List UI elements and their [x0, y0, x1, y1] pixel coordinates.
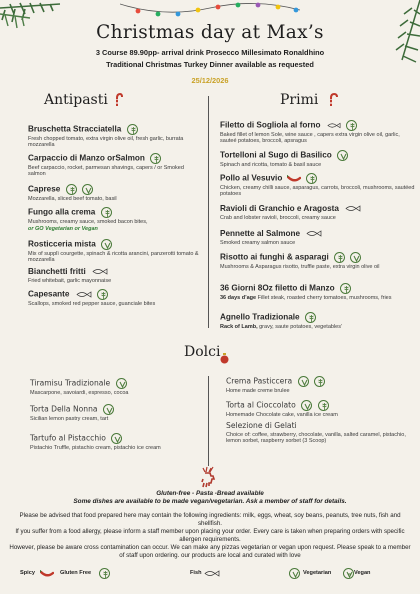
dolci-item — [30, 433, 205, 451]
dish-description: Scallops, smoked red pepper sauce, guanciale bites — [28, 300, 156, 307]
dolci-item — [30, 378, 205, 396]
legend-gluten-free-label: Gluten Free — [60, 570, 92, 576]
dish-description: Spinach and ricotta, tomato & basil sauce — [220, 161, 322, 168]
dish-description: Beef carpaccio, rocket, parmesan shavings, capers / or Smoked salmon — [28, 164, 184, 178]
fish-icon — [327, 122, 341, 129]
turkey-line: Traditional Christmas Turkey Dinner available as requested — [106, 60, 314, 69]
fish-icon — [345, 205, 361, 212]
gluten-free-note: Gluten-free - Pasta -Bread available — [156, 490, 264, 497]
vegetarian-icon — [82, 184, 93, 195]
dish-description: Fresh chopped tomato, extra virgin olive oil, fresh garlic, burrata mozzarella — [28, 135, 184, 149]
vegan-note: Some dishes are available to be made vegan/vegetarian. Ask a member of staff for details. — [73, 498, 347, 505]
reindeer-icon — [199, 466, 217, 488]
dish-name: Fungo alla crema — [28, 207, 96, 217]
dish-name: Risotto ai funghi & asparagi — [220, 252, 329, 262]
legend-fish-label: Fish — [190, 570, 202, 576]
dish-description: Mozzarella, sliced beef tomato, basil — [28, 195, 117, 202]
gluten-free-icon — [127, 124, 138, 135]
vegetarian-icon — [337, 150, 348, 161]
vegetarian-icon — [116, 378, 127, 389]
dish-description: gravy, saute potatoes, vegetables’ — [257, 323, 343, 330]
dish-name: 36 Giorni 8Oz filetto di Manzo — [220, 283, 335, 293]
dish-description: Homemade Chocolate cake, vanilla ice cream — [226, 411, 338, 418]
dish-name: Pollo al Vesuvio — [220, 173, 283, 183]
dish-name: Tiramisu Tradizionale — [30, 378, 111, 388]
dolci-item — [226, 421, 406, 445]
gluten-free-icon — [318, 400, 329, 411]
gluten-free-icon — [314, 376, 325, 387]
antipasti-item — [28, 289, 203, 307]
dish-description: Home made creme brulee — [226, 387, 290, 394]
cross-contamination-notice: However, please be aware cross contamination can occur. We can make any pizzas vegetarian or vegan upon request. Please speak to a member of staff upon ordering. our products are local and curated with love — [9, 544, 411, 559]
offer-line: 3 Course 89.90pp- arrival drink Prosecco Millesimato Ronaldhino — [95, 48, 325, 57]
dish-name: Torta Della Nonna — [30, 404, 98, 414]
dish-description: Mix of supplì courgette, spinach & ricotta arancini, panzerotti tomato & mozzarella — [28, 250, 199, 264]
gluten-free-icon — [334, 252, 345, 263]
dish-name: Crema Pasticcera — [226, 376, 293, 386]
column-divider — [208, 376, 209, 466]
icon-legend — [0, 567, 420, 581]
dish-name: Agnello Tradizionale — [220, 312, 300, 322]
dish-description: Crab and lobster ravioli, broccoli, creamy sauce — [220, 214, 336, 221]
dish-description: Baked fillet of lemon Sole, wine sauce , capers extra virgin olive oil, garlic, sauteé potatoes, broccoli, apsragus — [220, 131, 400, 145]
primi-item — [220, 173, 415, 198]
primi-item — [220, 252, 415, 270]
vegan-icon — [343, 568, 354, 579]
allergen-notice: Please be advised that food prepared here may contain the following ingredients: milk, eggs, wheat, soy beans, peanuts, tree nuts, fish and shellfish. — [19, 512, 401, 527]
vegan-note: or GO Vegetarian or Vegan — [28, 225, 98, 232]
gluten-free-icon — [306, 173, 317, 184]
dish-name: Tartufo al Pistacchio — [30, 433, 106, 443]
fish-icon — [76, 291, 92, 298]
gluten-free-icon — [101, 207, 112, 218]
dish-description: Pistachio Truffle, pistachio cream, pistachio ice cream — [30, 444, 161, 451]
antipasti-item — [28, 207, 203, 232]
dish-description: Mushrooms & Asparagus risotto, truffle paste, extra virgin olive oil — [220, 263, 380, 270]
antipasti-item — [28, 267, 203, 284]
primi-item — [220, 204, 415, 221]
vegetarian-icon — [298, 376, 309, 387]
allergy-instructions: If you suffer from a food allergy, please inform a staff member upon placing your order. Every care is taken when preparing orders with specific allergen requirements. — [15, 528, 405, 543]
fish-icon — [306, 230, 322, 237]
vegetarian-icon — [111, 433, 122, 444]
legend-spicy-label: Spicy — [20, 570, 35, 576]
dish-description: Choice of: coffee, strawberry, chocolate, vanilla, salted caramel, pistachio, lemon sorbet, raspberry sorbet (3 Scoop) — [226, 431, 406, 445]
vegetarian-icon — [350, 252, 361, 263]
dish-description: Mushrooms, creamy sauce, smoked bacon bites, — [28, 218, 148, 225]
chilli-icon — [287, 175, 301, 182]
antipasti-item — [28, 124, 203, 149]
column-divider — [208, 96, 209, 328]
dish-description: Fillet steak, roasted cherry tomatoes, mushrooms, fries — [256, 294, 392, 301]
dish-description-bold: 36 days d’age — [220, 294, 257, 301]
gluten-free-icon — [340, 283, 351, 294]
vegetarian-icon — [103, 404, 114, 415]
antipasti-item — [28, 153, 203, 178]
ornament-icon — [220, 353, 229, 364]
dish-name: Tortelloni al Sugo di Basilico — [220, 150, 332, 160]
chilli-icon — [40, 570, 54, 577]
primi-item — [220, 150, 415, 168]
section-antipasti — [44, 92, 123, 108]
vegetarian-icon — [101, 239, 112, 250]
gluten-free-icon — [305, 312, 316, 323]
dish-name: Bruschetta Stracciatella — [28, 124, 122, 134]
string-lights-icon — [120, 0, 300, 22]
dish-name: Filetto di Sogliola al forno — [220, 120, 321, 130]
dish-name: Rosticceria mista — [28, 239, 96, 249]
dish-name: Ravioli di Granchio e Aragosta — [220, 204, 339, 213]
dish-name: Carpaccio di Manzo orSalmon — [28, 153, 145, 163]
candy-cane-icon — [114, 93, 123, 107]
menu-date: 25/12/2026 — [191, 76, 229, 85]
dolci-item — [226, 376, 411, 394]
dish-name: Pennette al Salmone — [220, 229, 301, 238]
antipasti-item — [28, 239, 203, 264]
dolci-item — [226, 400, 411, 418]
section-dolci-label: Dolci — [184, 344, 221, 360]
dish-description: Sicilian lemon pastry cream, tart — [30, 415, 109, 422]
dish-name: Capesante — [28, 289, 70, 299]
candy-cane-icon — [327, 93, 339, 107]
primi-item — [220, 120, 415, 145]
gluten-free-icon — [346, 120, 357, 131]
gluten-free-icon — [99, 568, 110, 579]
dish-description: Smoked creamy salmon sauce — [220, 239, 296, 246]
dish-name: Torta al Cioccolato — [226, 400, 296, 410]
fish-icon — [92, 268, 108, 275]
gluten-free-icon — [97, 289, 108, 300]
dish-description: Fried whitebait, garlic mayonnaise — [28, 277, 112, 284]
dish-description: Mascarpone, savoiardi, espresso, cocoa — [30, 389, 129, 396]
primi-item — [220, 283, 415, 301]
primi-item — [220, 312, 415, 330]
gluten-free-icon — [150, 153, 161, 164]
dish-name: Caprese — [28, 184, 61, 194]
gluten-free-icon — [66, 184, 77, 195]
legend-vegan-label: Vegan — [354, 570, 371, 576]
dish-name: Selezione di Gelati — [226, 421, 297, 430]
vegetarian-icon — [289, 568, 300, 579]
section-dolci — [184, 344, 220, 360]
antipasti-item — [28, 184, 203, 202]
section-primi — [280, 92, 339, 108]
primi-item — [220, 229, 415, 246]
fish-icon — [204, 570, 220, 577]
dish-description: Chicken, creamy chilli sauce, asparagus, carrots, broccoli, mushrooms, sautéed potatoes — [220, 184, 415, 198]
section-antipasti-label: Antipasti — [44, 92, 108, 108]
menu-title: Christmas day at Max’s — [96, 22, 324, 43]
section-primi-label: Primi — [280, 92, 319, 108]
dish-name: Bianchetti fritti — [28, 267, 86, 276]
vegetarian-icon — [301, 400, 312, 411]
dolci-item — [30, 404, 205, 422]
dish-description-bold: Rack of Lamb, — [220, 323, 258, 330]
legend-vegetarian-label: Vegetarian — [303, 570, 332, 576]
